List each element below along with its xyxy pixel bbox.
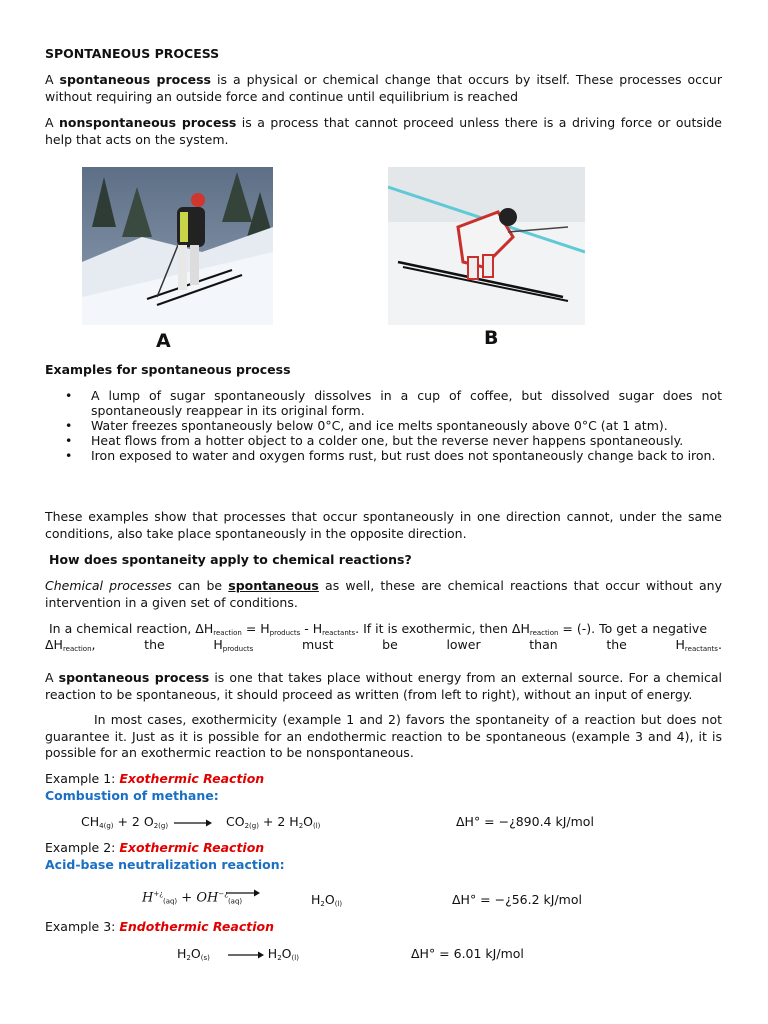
photo-skier-uphill — [82, 167, 273, 325]
example3-label: Example 3: Endothermic Reaction — [45, 919, 274, 934]
example3-enthalpy: ΔH° = 6.01 kJ/mol — [411, 946, 524, 961]
paragraph-examples-summary: These examples show that processes that occur spontaneously in one direction cannot, under the same conditions, also take place spontaneously in the opposite direction. — [45, 509, 722, 541]
term-spontaneous-underlined: spontaneous — [228, 578, 319, 593]
example1-equation: $CH_{4(g)} + 2$ $O_{2(g)}$ — [81, 814, 212, 830]
photo-skier-downhill — [388, 167, 585, 325]
list-item: • Heat flows from a hotter object to a colder one, but the reverse never happens spontaneously. — [45, 433, 722, 448]
term-nonspontaneous: nonspontaneous process — [59, 115, 237, 130]
list-item: • Iron exposed to water and oxygen forms rust, but rust does not spontaneously change back to iron. — [45, 448, 722, 463]
paragraph-chemical-processes: Chemical processes can be spontaneous as well, these are chemical reactions that occur without any intervention in a given set of conditions. — [45, 578, 723, 610]
paragraph-nonspontaneous-definition: A nonspontaneous process is a process that cannot proceed unless there is a driving force or outside help that acts on the system. — [45, 115, 722, 147]
reaction-arrow-icon — [172, 818, 212, 828]
reaction-arrow-icon — [224, 888, 260, 898]
example1-enthalpy: ΔH° = −¿890.4 kJ/mol — [456, 814, 594, 829]
paragraph-spontaneous-definition: A spontaneous process is a physical or chemical change that occurs by itself. These processes occur without requiring an outside force and continue until equilibrium is reached — [45, 72, 722, 104]
image-label-b: B — [484, 327, 499, 349]
reaction-arrow-icon — [226, 950, 264, 960]
examples-list — [45, 388, 722, 463]
paragraph-enthalpy-line2: $\Delta H_{reaction}$, the $H_{products}$ must be lower than the $H_{reactants}$. — [45, 637, 722, 653]
term-spontaneous-process: spontaneous process — [58, 670, 210, 685]
term-spontaneous: spontaneous process — [59, 72, 211, 87]
example2-name: Acid-base neutralization reaction: — [45, 857, 285, 872]
examples-heading: Examples for spontaneous process — [45, 362, 291, 377]
paragraph-enthalpy-line1: In a chemical reaction, $\Delta H_{reaction} = H_{products} - H_{reactants}$. If it is exothermic, then $\Delta H_{reaction}$ = (-). To get a negative — [49, 621, 708, 637]
example2-equation: $H^{+¿}_{(aq)} + OH^{-¿}_{(aq)}$ — [142, 890, 260, 905]
image-label-a: A — [156, 330, 171, 352]
question-heading: How does spontaneity apply to chemical reactions? — [49, 552, 412, 567]
list-item: • Water freezes spontaneously below 0°C, and ice melts spontaneously above 0°C (at 1 atm). — [45, 418, 722, 433]
page-heading: SPONTANEOUS PROCESS — [45, 46, 220, 61]
example2-enthalpy: ΔH° = −¿56.2 kJ/mol — [452, 892, 582, 907]
example1-name: Combustion of methane: — [45, 788, 219, 803]
list-item: • A lump of sugar spontaneously dissolves in a cup of coffee, but dissolved sugar does not spontaneously reappear in its original form. — [45, 388, 722, 418]
example1-products: $CO_{2(g)} + 2$ $H_2O_{(l)}$ — [226, 814, 321, 830]
paragraph-exothermicity: In most cases, exothermicity (example 1 and 2) favors the spontaneity of a reaction but does not guarantee it. Just as it is possible for an endothermic reaction to be spontaneous (example 3 and 4), it is possible for an exothermic reaction to be nonspontaneous. — [45, 712, 722, 760]
example2-products: $H_2O_{(l)}$ — [311, 892, 343, 908]
example2-label: Example 2: Exothermic Reaction — [45, 840, 265, 855]
example1-label: Example 1: Exothermic Reaction — [45, 771, 265, 786]
example3-equation: $H_2O_{(s)}$ $H_2O_{(l)}$ — [177, 946, 299, 962]
paragraph-spontaneous-energy: A spontaneous process is one that takes place without energy from an external source. For a chemical reaction to be spontaneous, it should proceed as written (from left to right), without an input of energy. — [45, 670, 722, 702]
